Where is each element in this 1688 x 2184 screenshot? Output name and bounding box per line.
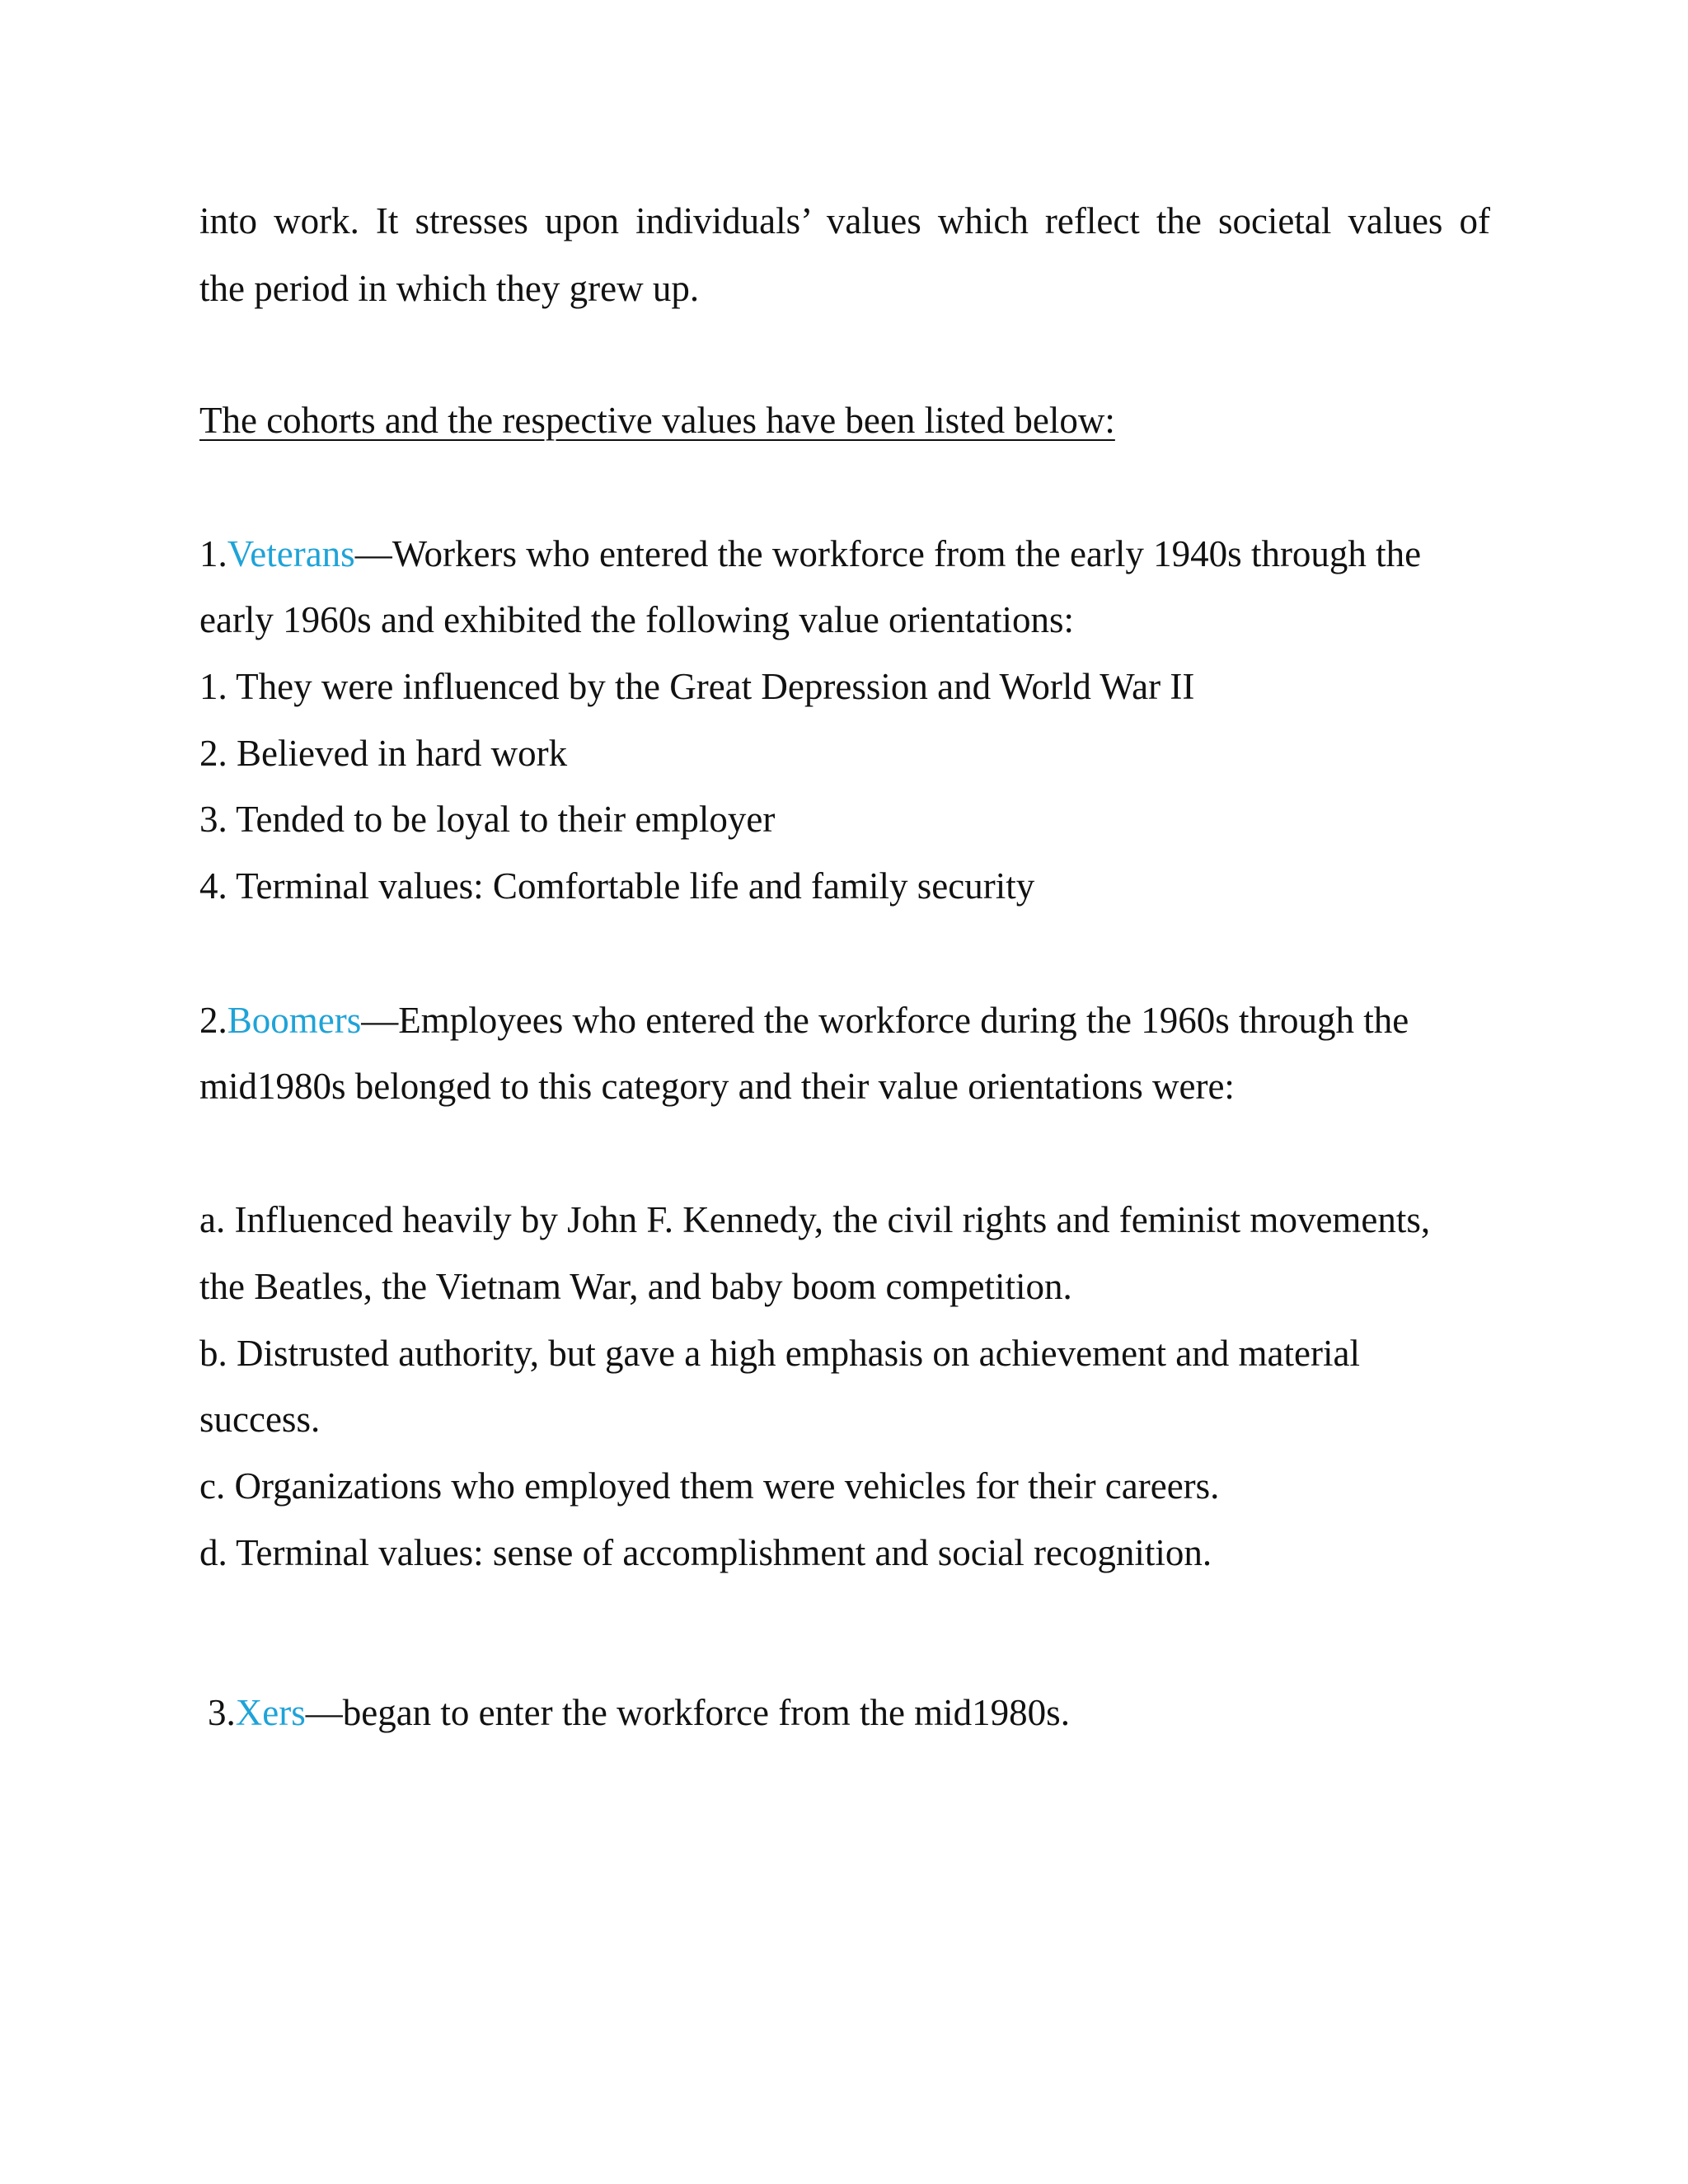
veterans-description: —Workers who entered the workforce from the early 1940s through the xyxy=(354,533,1422,574)
veterans-item-2: 2. Believed in hard work xyxy=(199,733,568,774)
boomers-item-a-line-1: a. Influenced heavily by John F. Kennedy, the civil rights and feminist movements, xyxy=(199,1199,1431,1240)
veterans-line-1 xyxy=(199,529,1421,579)
veterans-item-3: 3. Tended to be loyal to their employer xyxy=(199,799,776,840)
cohorts-heading: The cohorts and the respective values have been listed below: xyxy=(199,400,1115,441)
intro-line-1: into work. It stresses upon individuals’ values which reflect the societal values of xyxy=(199,200,1490,241)
xers-number: 3. xyxy=(208,1692,236,1733)
boomers-item-d: d. Terminal values: sense of accomplishment and social recognition. xyxy=(199,1532,1212,1573)
veterans-item-4: 4. Terminal values: Comfortable life and family security xyxy=(199,865,1035,907)
boomers-item-a-line-2: the Beatles, the Vietnam War, and baby boom competition. xyxy=(199,1266,1072,1307)
xers-line xyxy=(208,1688,1070,1737)
veterans-item-1: 1. They were influenced by the Great Depression and World War II xyxy=(199,666,1195,707)
intro-line-2: the period in which they grew up. xyxy=(199,268,700,309)
xers-description: —began to enter the workforce from the mid1980s. xyxy=(305,1692,1070,1733)
veterans-name: Veterans xyxy=(227,533,355,574)
boomers-item-c: c. Organizations who employed them were vehicles for their careers. xyxy=(199,1465,1220,1507)
boomers-item-b-line-2: success. xyxy=(199,1399,321,1440)
boomers-number: 2. xyxy=(199,1000,227,1041)
boomers-line-1 xyxy=(199,996,1409,1045)
boomers-description: —Employees who entered the workforce during the 1960s through the xyxy=(361,1000,1409,1041)
boomers-name: Boomers xyxy=(227,1000,362,1041)
xers-name: Xers xyxy=(235,1692,306,1733)
veterans-line-2: early 1960s and exhibited the following value orientations: xyxy=(199,599,1074,640)
boomers-line-2: mid1980s belonged to this category and their value orientations were: xyxy=(199,1066,1235,1107)
boomers-item-b-line-1: b. Distrusted authority, but gave a high emphasis on achievement and material xyxy=(199,1333,1360,1374)
veterans-number: 1. xyxy=(199,533,227,574)
